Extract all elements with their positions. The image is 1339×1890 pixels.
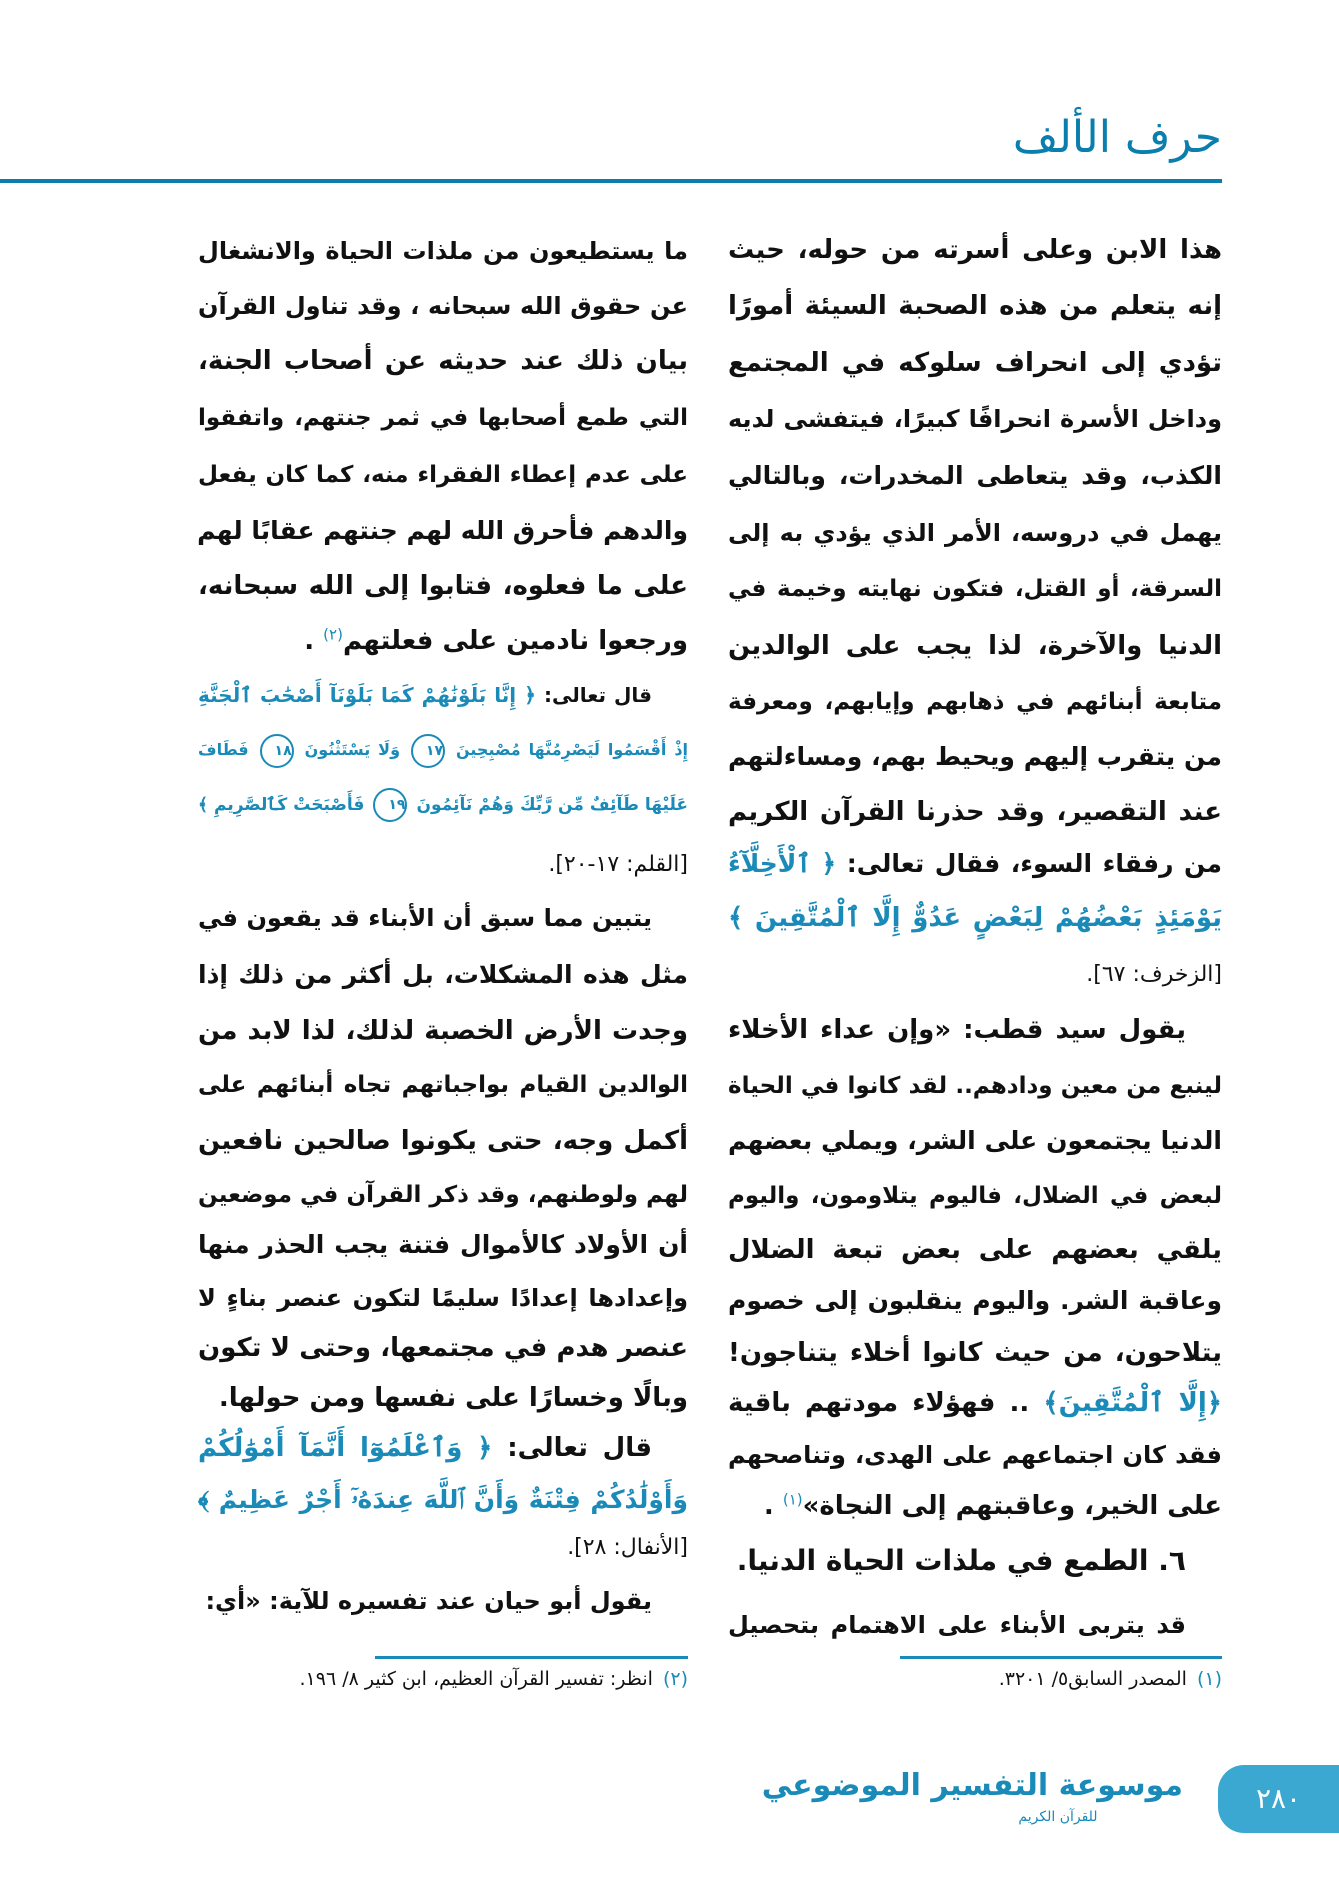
text-line [198,947,688,1003]
text: ٦. الطمع في ملذات الحياة الدنيا. [736,1544,1186,1577]
text: بيان ذلك عند حديثه عن أصحاب الجنة، [198,346,688,376]
text-line [198,447,688,503]
text-line [198,333,688,389]
text: السرقة، أو القتل، فتكون نهايته وخيمة في [728,576,1222,602]
text-line [728,1273,1222,1329]
text: الكذب، وقد يتعاطى المخدرات، وبالتالي [728,461,1222,490]
ayah-number-marker: ١٩ [373,788,407,822]
text: يهمل في دروسه، الأمر الذي يؤدي به إلى [728,519,1222,547]
verse-reference [198,1520,688,1576]
left-column [198,0,688,1890]
text-line [198,503,688,559]
text-line [728,1427,1222,1483]
text-line [728,1222,1222,1278]
text: [الأنفال: ٢٨]. [567,1535,688,1560]
page-number-badge: ٢٨٠ [1218,1765,1339,1833]
text-line [728,561,1222,617]
text-line [198,722,688,778]
text: الدنيا والآخرة، لذا يجب على الوالدين [728,631,1222,661]
text: يقول أبو حيان عند تفسيره للآية: «أي: [205,1587,652,1615]
text: أكمل وجه، حتى يكونوا صالحين نافعين [198,1126,688,1156]
text: يقول سيد قطب: «وإن عداء الأخلاء [728,1015,1186,1045]
text-line [728,890,1222,946]
text: إنه يتعلم من هذه الصحبة السيئة أمورًا [728,291,1222,321]
text: لبعض في الضلال، فاليوم يتلاومون، واليوم [728,1183,1222,1209]
text: قال تعالى: [535,683,653,707]
logo-title: موسوعة التفسير الموضوعي [761,1768,1183,1803]
text-line [728,618,1222,674]
text: التي طمع أصحابها في ثمر جنتهم، واتفقوا [198,405,688,431]
text: والدهم فأحرق الله لهم جنتهم عقابًا لهم [197,516,688,545]
quran-verse: يَوْمَئِذٍ بَعْضُهُمْ لِبَعْضٍ عَدُوٌّ إِلَّا ٱلْمُتَّقِينَ ﴾ [728,903,1222,933]
quran-verse: إِذْ أَقْسَمُوا لَيَصْرِمُنَّهَا مُصْبِحِينَ [456,740,689,759]
text: فقد كان اجتماعهم على الهدى، وتناصحهم [728,1441,1222,1469]
quran-verse: فَأَصْبَحَتْ كَٱلصَّرِيمِ ﴾ [198,795,365,815]
text-line [728,784,1222,840]
text-line [728,222,1222,278]
quran-verse: ﴿ وَٱعْلَمُوٓا أَنَّمَآ أَمْوَٰلُكُمْ [198,1433,493,1463]
text: الدنيا يجتمعون على الشر، ويملي بعضهم [728,1126,1222,1155]
text: قد يتربى الأبناء على الاهتمام بتحصيل [728,1611,1186,1639]
text: ورجعوا نادمين على فعلتهم [342,626,688,656]
text-line [198,1420,688,1476]
text-line [198,1003,688,1059]
footnote-ref: (٢) [323,625,343,644]
text-line [198,890,688,946]
text-line [198,777,688,833]
text: تؤدي إلى انحراف سلوكه في المجتمع [728,348,1222,378]
text-line [728,448,1222,504]
footnote-number: (١) [1196,1668,1222,1690]
text: أن الأولاد كالأموال فتنة يجب الحذر منها [198,1230,688,1259]
footnote-separator-right [900,1656,1222,1659]
text-line [728,836,1222,892]
ayah-number-marker: ١٧ [411,734,445,768]
text-line [728,278,1222,334]
text-line [728,674,1222,730]
quran-verse: فَطَافَ [198,740,249,759]
text-line [728,335,1222,391]
text: لينبع من معين ودادهم.. لقد كانوا في الحياة [728,1073,1222,1099]
text: عند التقصير، وقد حذرنا القرآن الكريم [728,797,1222,827]
encyclopedia-logo [761,1766,1183,1828]
text-line [198,278,688,334]
text-line [728,1597,1222,1653]
text-line [198,1573,688,1629]
text-line [198,1270,688,1326]
footnote-ref: (١) [782,1490,803,1509]
text: على الخير، وعاقبتهم إلى النجاة» [802,1491,1222,1521]
footnote-text: المصدر السابق٥/ ٣٢٠١. [998,1668,1187,1690]
text: ما يستطيعون من ملذات الحياة والانشغال [198,237,688,265]
text-line [728,1375,1222,1431]
quran-verse: عَلَيْهَا طَآئِفٌ مِّن رَّبِّكَ وَهُمْ نَآئِمُونَ [416,795,689,815]
quran-verse: ﴿إِلَّا ٱلْمُتَّقِينَ﴾ [1043,1388,1222,1418]
verse-reference [198,837,688,893]
text-line [198,1057,688,1113]
text-line [198,1217,688,1273]
text-line [728,1113,1222,1169]
quran-verse: ﴿ إِنَّا بَلَوْنَٰهُمْ كَمَا بَلَوْنَآ أَصْحَٰبَ ٱلْجَنَّةِ [198,683,536,707]
quran-verse: ﴿ ٱلْأَخِلَّآءُ [728,849,837,878]
footnote-number: (٢) [662,1668,688,1690]
text: .. فهؤلاء مودتهم باقية [728,1388,1030,1418]
text: متابعة أبنائهم في ذهابهم وإيابهم، ومعرفة [728,689,1222,715]
text-line [728,505,1222,561]
text: وإعدادها إعدادًا سليمًا لتكون عنصر بناءٍ لا [198,1284,688,1312]
text: وداخل الأسرة انحرافًا كبيرًا، فيتفشى لديه [728,405,1222,433]
text: مثل هذه المشكلات، بل أكثر من ذلك إذا [198,960,688,989]
footnote-2 [300,1668,689,1690]
text: لهم ولوطنهم، وقد ذكر القرآن في موضعين [198,1182,688,1208]
text: [الزخرف: ٦٧]. [1086,962,1222,987]
text: . [304,626,324,656]
text-line [198,1320,688,1376]
text-line [198,390,688,446]
text-line [198,1370,688,1426]
text: عن حقوق الله سبحانه ، وقد تناول القرآن [198,292,688,320]
text: الوالدين القيام بواجباتهم تجاه أبنائهم على [198,1072,688,1098]
ayah-number-marker: ١٨ [260,734,294,768]
text-line [198,558,688,614]
footnote-text: انظر: تفسير القرآن العظيم، ابن كثير ٨/ ١٩٦. [299,1668,653,1690]
text: يتلاحون، من حيث كانوا أخلاء يتناجون! [728,1338,1222,1368]
text-line [728,729,1222,785]
text-line [728,1478,1222,1534]
text: وبالًا وخسارًا على نفسها ومن حولها. [218,1383,688,1413]
text: يلقي بعضهم على بعض تبعة الضلال [728,1235,1222,1265]
quran-verse: وَلَا يَسْتَثْنُونَ [304,740,401,759]
section-heading [728,1533,1222,1589]
text-line [728,1058,1222,1114]
quran-verse: وَأَوْلَٰدُكُمْ فِتْنَةٌ وَأَنَّ ٱللَّهَ عِندَهُۥٓ أَجْرٌ عَظِيمٌ ﴾ [198,1485,688,1514]
text: وعاقبة الشر. واليوم ينقلبون إلى خصوم [728,1286,1222,1315]
text-line [198,223,688,279]
text: . [763,1491,783,1521]
text-line [198,1167,688,1223]
text: يتبين مما سبق أن الأبناء قد يقعون في [198,904,652,932]
text: هذا الابن وعلى أسرته من حوله، حيث [728,235,1222,265]
text: على عدم إعطاء الفقراء منه، كما كان يفعل [198,462,688,488]
text: [القلم: ١٧-٢٠]. [548,852,688,877]
text-line [728,1325,1222,1381]
text: من رفقاء السوء، فقال تعالى: [836,849,1222,878]
footnote-1 [999,1668,1222,1690]
text-line [198,613,688,669]
text: قال تعالى: [492,1433,652,1463]
text: من يتقرب إليهم ويحيط بهم، ومساءلتهم [728,742,1222,771]
text-line [728,391,1222,447]
text: على ما فعلوه، فتابوا إلى الله سبحانه، [198,571,688,601]
verse-reference [728,947,1222,1003]
text-line [728,1002,1222,1058]
text-line [198,1113,688,1169]
text-line [728,1168,1222,1224]
right-column [728,0,1222,1890]
text-line [198,667,688,723]
chapter-title: حرف الألف [1012,112,1222,163]
logo-subtitle: للقرآن الكريم [1018,1809,1098,1825]
text: وجدت الأرض الخصبة لذلك، لذا لابد من [198,1016,688,1046]
footnote-separator-left [375,1656,688,1659]
text: عنصر هدم في مجتمعها، وحتى لا تكون [198,1333,688,1363]
